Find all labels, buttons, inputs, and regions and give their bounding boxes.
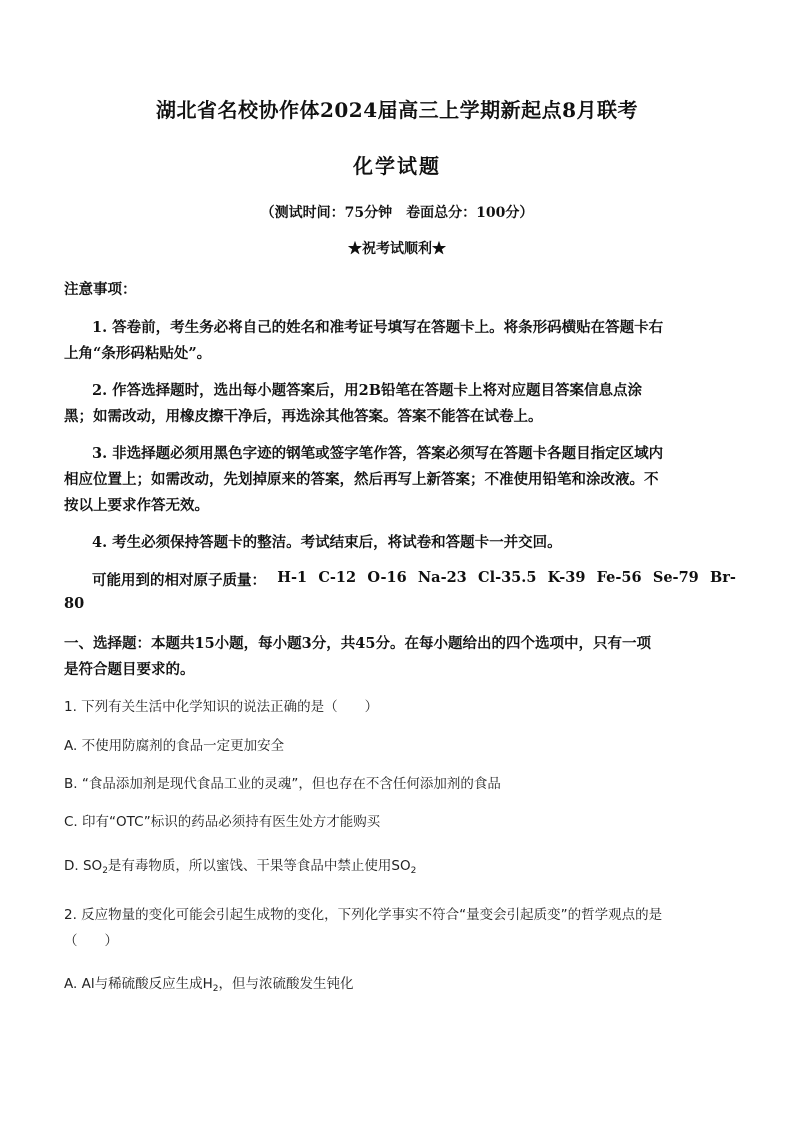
q1-option-c: C. 印有“OTC”标识的药品必须持有医生处方才能购买: [64, 814, 381, 830]
atomic-mass-item: Na-23: [417, 569, 467, 586]
blessing: ★祝考试顺利★: [348, 241, 446, 257]
q2-option-a: [64, 972, 736, 994]
q2-a-text: ，但与浓硫酸发生钝化: [218, 976, 354, 992]
note-3-line-3: 按以上要求作答无效。: [64, 497, 209, 514]
atomic-mass-item: Br-: [710, 569, 736, 586]
atomic-masses-wrap: 80: [64, 595, 85, 612]
note-2-line-1: 2. 作答选择题时，选出每小题答案后，用2B铅笔在答题卡上将对应题目答案信息点涂: [92, 382, 643, 399]
exam-title: 湖北省名校协作体2024届高三上学期新起点8月联考: [155, 98, 639, 122]
q2-a-text: A. Al与稀硫酸反应生成H: [64, 976, 213, 992]
subscript: 2: [410, 866, 417, 876]
atomic-mass-item: C-12: [318, 569, 357, 586]
note-2-line-2: 黑；如需改动，用橡皮擦干净后，再选涂其他答案。答案不能答在试卷上。: [64, 408, 543, 425]
subscript: 2: [102, 866, 108, 876]
atomic-mass-item: K-39: [547, 569, 586, 586]
q2-stem-line-1: 2. 反应物量的变化可能会引起生成物的变化，下列化学事实不符合“量变会引起质变”的哲学观点的是: [64, 907, 663, 923]
q1-d-text: 是有毒物质，所以蜜饯、干果等食品中禁止使用SO: [107, 858, 411, 874]
note-3-line-2: 相应位置上；如需改动，先划掉原来的答案，然后再写上新答案；不准使用铅笔和涂改液。不: [64, 471, 659, 488]
time-info: （测试时间：75分钟 卷面总分：100分）: [260, 205, 534, 221]
note-1-line-2: 上角“条形码粘贴处”。: [64, 345, 212, 362]
atomic-mass-item: H-1: [277, 569, 308, 586]
q1-option-a: A. 不使用防腐剂的食品一定更加安全: [64, 738, 285, 754]
atomic-masses-prefix: 可能用到的相对原子质量：: [92, 572, 266, 589]
q1-option-b: B. “食品添加剂是现代食品工业的灵魂”，但也存在不含任何添加剂的食品: [64, 776, 501, 792]
note-4: 4. 考生必须保持答题卡的整洁。考试结束后，将试卷和答题卡一并交回。: [92, 534, 562, 551]
note-1-line-1: 1. 答卷前，考生务必将自己的姓名和准考证号填写在答题卡上。将条形码横贴在答题卡右: [92, 319, 664, 336]
atomic-mass-item: Fe-56: [596, 569, 642, 586]
section-1-heading-line-2: 是符合题目要求的。: [64, 661, 195, 678]
q1-stem: 1. 下列有关生活中化学知识的说法正确的是（ ）: [64, 699, 379, 715]
atomic-masses: [92, 569, 736, 590]
note-3-line-1: 3. 非选择题必须用黑色字迹的钢笔或签字笔作答，答案必须写在答题卡各题目指定区域内: [92, 445, 664, 462]
subject-title: 化学试题: [353, 154, 441, 178]
q1-d-text: D. SO: [64, 858, 103, 874]
section-1-heading-line-1: 一、选择题：本题共15小题，每小题3分，共45分。在每小题给出的四个选项中，只有一项: [64, 635, 651, 652]
atomic-mass-item: O-16: [367, 569, 407, 586]
notes-heading: 注意事项：: [64, 281, 137, 298]
q2-stem-line-2: （ ）: [64, 933, 118, 949]
subscript: 2: [212, 984, 219, 994]
atomic-mass-item: Se-79: [652, 569, 699, 586]
q1-option-d: [64, 854, 736, 876]
atomic-mass-item: Cl-35.5: [478, 569, 537, 586]
